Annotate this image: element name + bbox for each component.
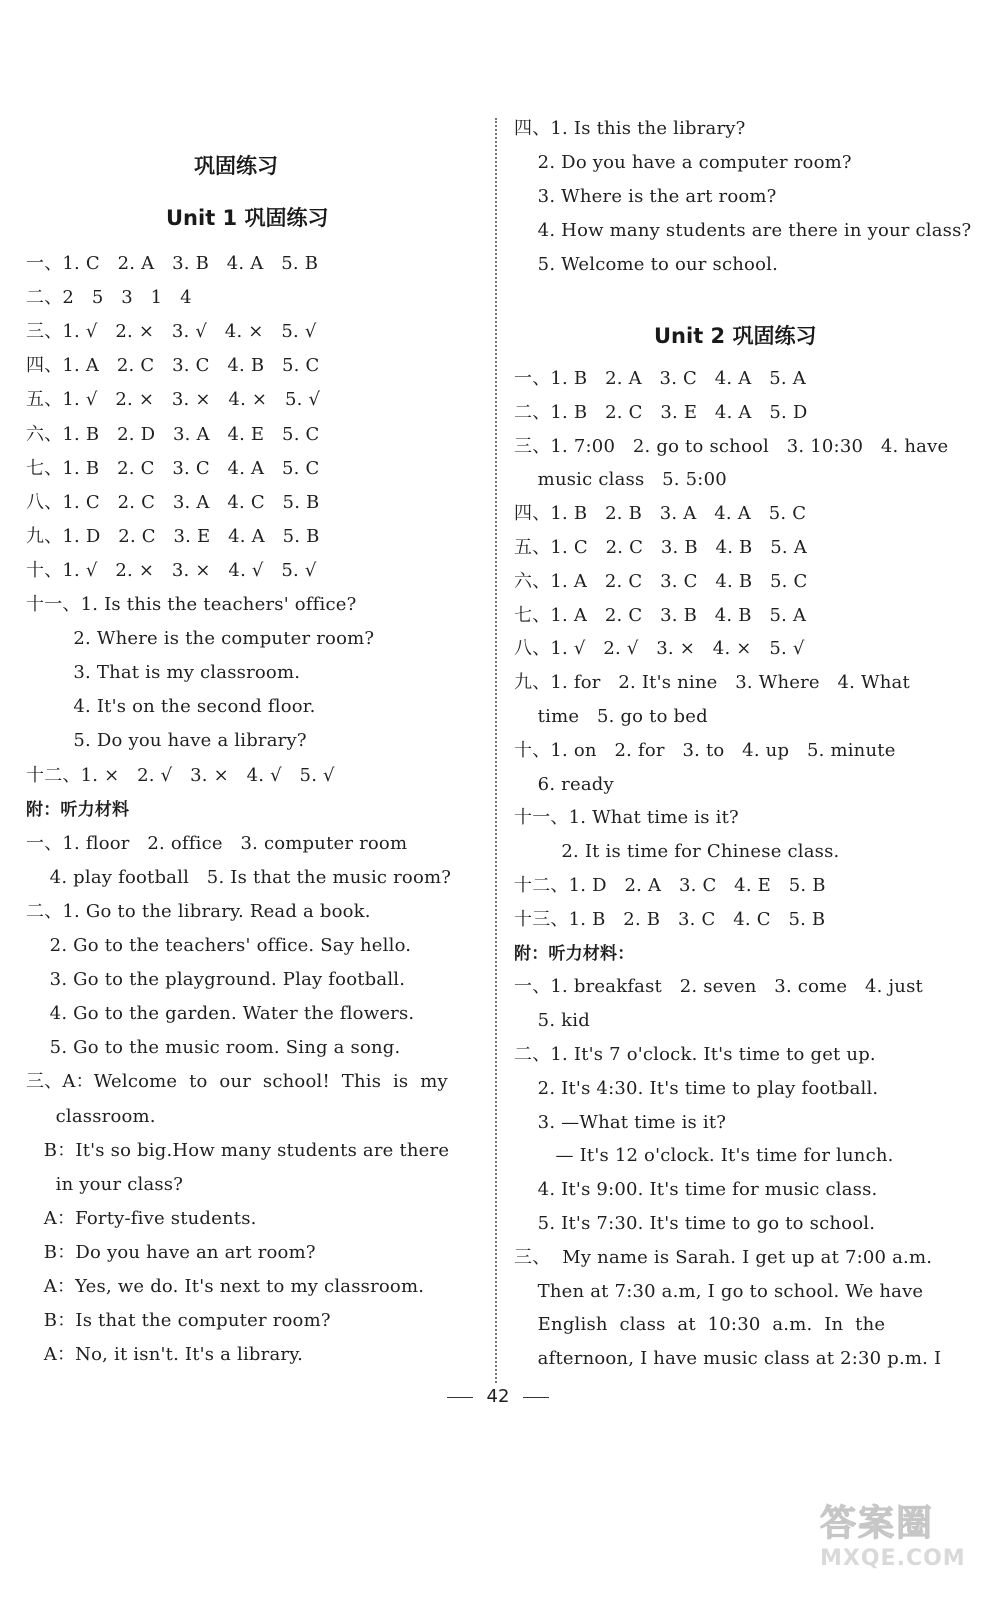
answer-line: 3. —What time is it?: [514, 1111, 727, 1133]
unit1-title: Unit 1 巩固练习: [166, 206, 329, 230]
answer-line: 4. It's 9:00. It's time for music class.: [514, 1179, 878, 1201]
answer-line: 十、1. on 2. for 3. to 4. up 5. minute: [514, 739, 896, 761]
answer-line: in your class?: [26, 1173, 184, 1195]
answer-line: 一、1. floor 2. office 3. computer room: [26, 832, 408, 854]
answer-line: 一、1. B 2. A 3. C 4. A 5. A: [514, 368, 806, 389]
answer-line: 四、1. B 2. B 3. A 4. A 5. C: [514, 503, 807, 525]
answer-line: 二、2 5 3 1 4: [26, 287, 192, 309]
answer-line: 七、1. A 2. C 3. B 4. B 5. A: [514, 604, 807, 626]
answer-line: 四、1. Is this the library?: [514, 118, 746, 139]
answer-line: 2. It is time for Chinese class.: [514, 841, 840, 863]
answer-line: 十三、1. B 2. B 3. C 4. C 5. B: [514, 908, 826, 930]
answer-line: 八、1. C 2. C 3. A 4. C 5. B: [26, 491, 320, 513]
answer-line: 五、1. C 2. C 3. B 4. B 5. A: [514, 537, 807, 558]
unit2-title: Unit 2 巩固练习: [654, 324, 817, 348]
answer-line: 5. Go to the music room. Sing a song.: [26, 1037, 401, 1059]
answer-line: 5. Welcome to our school.: [514, 254, 778, 275]
answer-line: 4. It's on the second floor.: [26, 696, 316, 718]
answer-line: 4. How many students are there in your class?: [514, 220, 972, 241]
answer-line: A：Yes, we do. It's next to my classroom.: [26, 1276, 425, 1297]
answer-line: 5. kid: [514, 1010, 590, 1032]
answer-line: 3. That is my classroom.: [26, 662, 301, 684]
column-divider: [495, 118, 497, 1383]
answer-line: Then at 7:30 a.m, I go to school. We have: [514, 1280, 924, 1302]
page-number: 42: [486, 1386, 510, 1407]
answer-line: 五、1. √ 2. × 3. × 4. × 5. √: [26, 389, 321, 411]
answer-line: 一、1. breakfast 2. seven 3. come 4. just: [514, 976, 923, 998]
footer-dash-right: [523, 1397, 549, 1398]
watermark-text: 答案圈: [820, 1503, 935, 1544]
answer-line: 十二、1. × 2. √ 3. × 4. √ 5. √: [26, 764, 335, 786]
watermark-url: MXQE.COM: [820, 1546, 966, 1571]
answer-line: 六、1. A 2. C 3. C 4. B 5. C: [514, 570, 808, 592]
answer-line: A：Forty-five students.: [26, 1207, 257, 1229]
answer-line: B：Is that the computer room?: [26, 1310, 331, 1332]
answer-line: 4. play football 5. Is that the music room?: [26, 866, 452, 888]
answer-line: — It's 12 o'clock. It's time for lunch.: [514, 1145, 894, 1167]
answer-line: 二、1. B 2. C 3. E 4. A 5. D: [514, 401, 808, 423]
answer-line: B：It's so big.How many students are there: [26, 1139, 450, 1161]
answer-line: 十二、1. D 2. A 3. C 4. E 5. B: [514, 875, 826, 896]
answer-line: 二、1. It's 7 o'clock. It's time to get up.: [514, 1044, 876, 1065]
answer-line: A：No, it isn't. It's a library.: [26, 1344, 304, 1366]
answer-line: 5. It's 7:30. It's time to go to school.: [514, 1213, 876, 1234]
answer-line: 附：听力材料: [26, 799, 130, 820]
answer-line: time 5. go to bed: [514, 706, 708, 727]
answer-line: 2. It's 4:30. It's time to play football.: [514, 1077, 879, 1099]
answer-line: 5. Do you have a library?: [26, 730, 307, 752]
footer-dash-left: [447, 1397, 473, 1398]
answer-line: English class at 10:30 a.m. In the: [514, 1314, 886, 1336]
answer-line: 六、1. B 2. D 3. A 4. E 5. C: [26, 423, 320, 445]
answer-line: music class 5. 5:00: [514, 469, 727, 491]
answer-line: afternoon, I have music class at 2:30 p.m. I: [514, 1348, 942, 1370]
answer-line: 一、1. C 2. A 3. B 4. A 5. B: [26, 253, 319, 274]
answer-line: 4. Go to the garden. Water the flowers.: [26, 1003, 415, 1025]
answer-line: 七、1. B 2. C 3. C 4. A 5. C: [26, 457, 320, 479]
page-footer: [0, 1386, 996, 1407]
answer-line: 6. ready: [514, 773, 614, 795]
answer-line: 二、1. Go to the library. Read a book.: [26, 900, 371, 922]
answer-line: 九、1. D 2. C 3. E 4. A 5. B: [26, 525, 320, 547]
answer-line: 三、 My name is Sarah. I get up at 7:00 a.m.: [514, 1246, 933, 1268]
answer-line: classroom.: [26, 1105, 156, 1127]
answer-line: 2. Do you have a computer room?: [514, 152, 852, 173]
answer-line: 三、A：Welcome to our school! This is my: [26, 1071, 448, 1093]
answer-line: 八、1. √ 2. √ 3. × 4. × 5. √: [514, 638, 805, 660]
answer-line: 3. Where is the art room?: [514, 186, 777, 207]
answer-line: 3. Go to the playground. Play football.: [26, 969, 406, 991]
answer-line: 九、1. for 2. It's nine 3. Where 4. What: [514, 672, 910, 694]
page-heading: 巩固练习: [194, 154, 278, 178]
answer-line: 十一、1. What time is it?: [514, 807, 739, 829]
answer-line: 三、1. √ 2. × 3. √ 4. × 5. √: [26, 321, 317, 343]
answer-line: 2. Where is the computer room?: [26, 628, 375, 650]
answer-line: 三、1. 7:00 2. go to school 3. 10:30 4. have: [514, 435, 949, 457]
answer-line: 附：听力材料：: [514, 943, 635, 964]
answer-line: 四、1. A 2. C 3. C 4. B 5. C: [26, 355, 320, 377]
answer-line: 十、1. √ 2. × 3. × 4. √ 5. √: [26, 559, 317, 581]
answer-line: B：Do you have an art room?: [26, 1241, 316, 1263]
watermark-logo: [820, 1495, 980, 1585]
answer-line: 十一、1. Is this the teachers' office?: [26, 594, 357, 615]
answer-line: 2. Go to the teachers' office. Say hello.: [26, 935, 412, 956]
